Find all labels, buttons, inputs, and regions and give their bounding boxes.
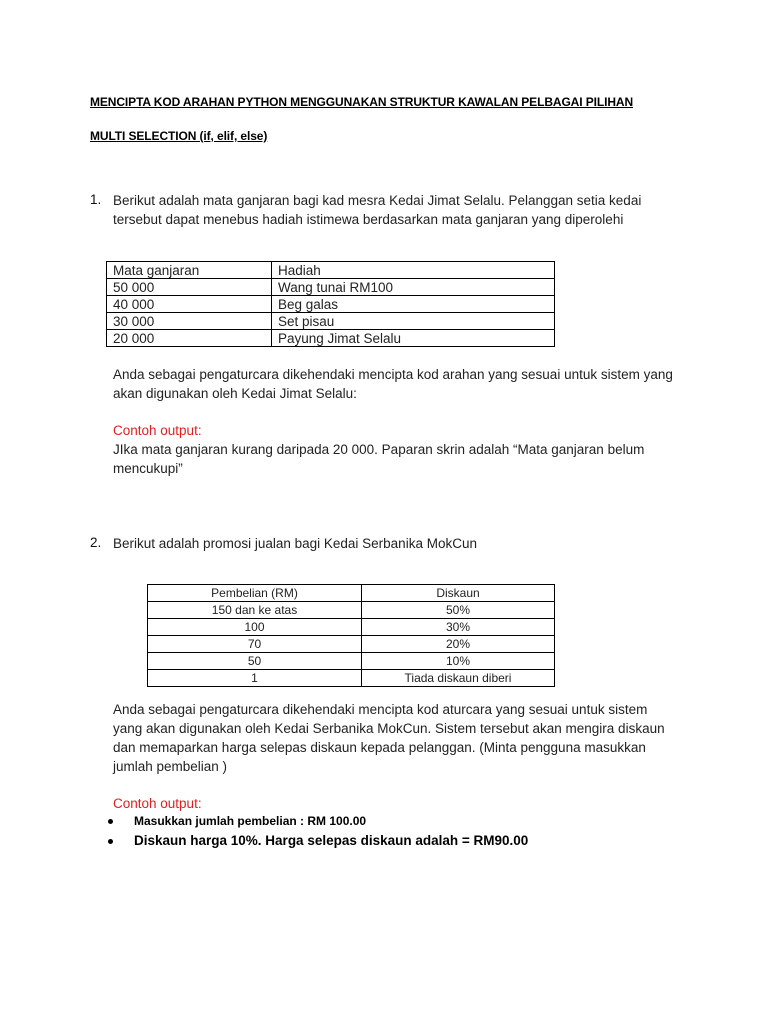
sample-output-list: [134, 812, 528, 852]
question-1-task: Anda sebagai pengaturcara dikehendaki mencipta kod arahan yang sesuai untuk sistem yang akan digunakan oleh Kedai Jimat Selalu:: [113, 367, 673, 401]
table-cell: 40 000: [107, 296, 272, 313]
table-row: [107, 313, 555, 330]
table-row: [107, 279, 555, 296]
table-cell: Set pisau: [272, 313, 555, 330]
table-cell: 10%: [362, 653, 555, 670]
table-header-cell: Hadiah: [272, 262, 555, 279]
table-row: [107, 296, 555, 313]
list-item: [134, 830, 528, 852]
question-1-number: 1.: [90, 192, 102, 207]
table-header-cell: Mata ganjaran: [107, 262, 272, 279]
question-2-intro: Berikut adalah promosi jualan bagi Kedai Serbanika MokCun: [113, 536, 477, 551]
table-cell: 20 000: [107, 330, 272, 347]
question-1-output-label: Contoh output:: [113, 423, 202, 438]
table-header-row: [107, 262, 555, 279]
table-cell: 150 dan ke atas: [148, 602, 362, 619]
table-cell: 20%: [362, 636, 555, 653]
list-item: [134, 812, 528, 830]
question-2-task: Anda sebagai pengaturcara dikehendaki mencipta kod aturcara yang sesuai untuk sistem yang akan digunakan oleh Kedai Serbanika MokCun. Sistem tersebut akan mengira diskaun dan memaparkan harga selepas diskaun kepada pelanggan. (Minta pengguna masukkan jumlah pembelian ): [113, 702, 665, 774]
table-row: [148, 670, 555, 687]
table-header-row: [148, 585, 555, 602]
table-header-cell: Diskaun: [362, 585, 555, 602]
table-cell: 50 000: [107, 279, 272, 296]
question-1-output-text: JIka mata ganjaran kurang daripada 20 000. Paparan skrin adalah “Mata ganjaran belum mencukupi”: [113, 442, 645, 476]
question-2-output-label: Contoh output:: [113, 796, 202, 811]
table-cell: 30%: [362, 619, 555, 636]
table-cell: Payung Jimat Selalu: [272, 330, 555, 347]
table-cell: 30 000: [107, 313, 272, 330]
table-cell: Tiada diskaun diberi: [362, 670, 555, 687]
table-cell: 50%: [362, 602, 555, 619]
document-subtitle: MULTI SELECTION (if, elif, else): [90, 129, 268, 143]
table-row: [148, 636, 555, 653]
table-cell: Wang tunai RM100: [272, 279, 555, 296]
table-cell: 1: [148, 670, 362, 687]
list-item-text: Diskaun harga 10%. Harga selepas diskaun adalah = RM90.00: [134, 833, 529, 848]
table-cell: 100: [148, 619, 362, 636]
table-header-cell: Pembelian (RM): [148, 585, 362, 602]
table-row: [107, 330, 555, 347]
reward-table: [106, 261, 555, 347]
table-cell: 70: [148, 636, 362, 653]
table-cell: Beg galas: [272, 296, 555, 313]
question-1-intro: Berikut adalah mata ganjaran bagi kad mesra Kedai Jimat Selalu. Pelanggan setia kedai tersebut dapat menebus hadiah istimewa berdasarkan mata ganjaran yang diperolehi: [113, 193, 642, 227]
table-row: [148, 653, 555, 670]
bullet-icon: [108, 839, 113, 844]
table-cell: 50: [148, 653, 362, 670]
document-title: MENCIPTA KOD ARAHAN PYTHON MENGGUNAKAN STRUKTUR KAWALAN PELBAGAI PILIHAN: [90, 95, 634, 109]
bullet-icon: [108, 819, 113, 824]
table-row: [148, 602, 555, 619]
table-row: [148, 619, 555, 636]
question-2-number: 2.: [90, 535, 102, 550]
discount-table: [147, 584, 555, 687]
list-item-text: Masukkan jumlah pembelian : RM 100.00: [134, 814, 367, 828]
